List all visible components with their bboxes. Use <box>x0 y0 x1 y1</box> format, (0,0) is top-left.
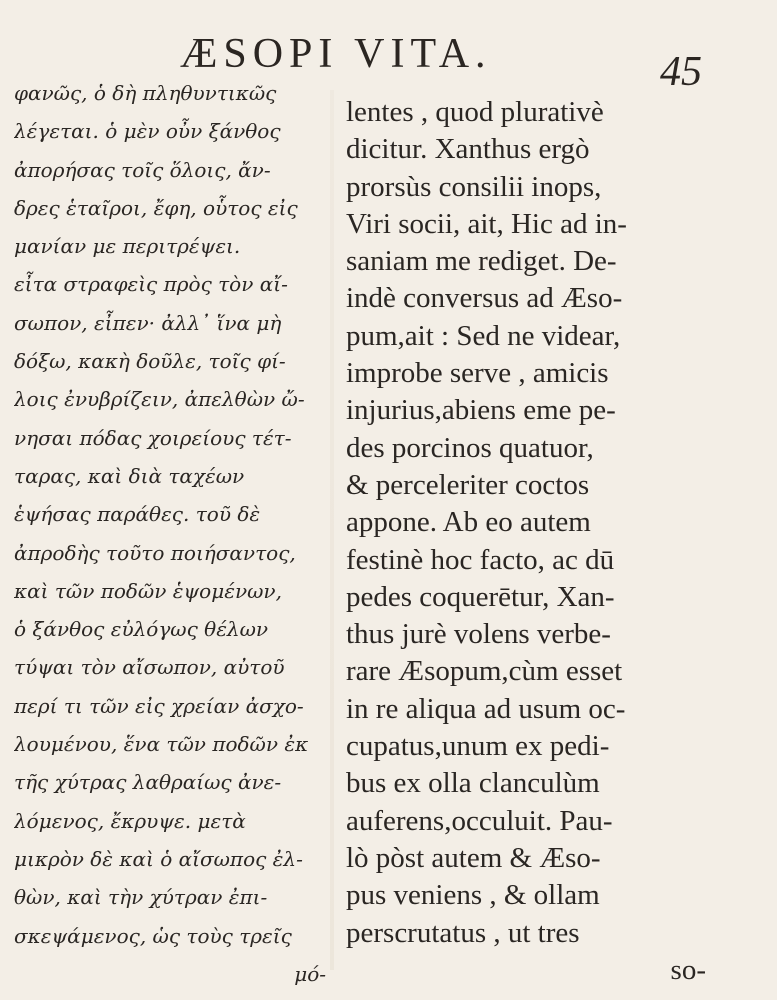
latin-text-line: improbe serve , amicis <box>346 357 609 390</box>
latin-text-line: perscrutatus , ut tres <box>346 916 580 949</box>
greek-text-line: νησαι πόδας χοιρείους τέτ- <box>14 425 292 450</box>
latin-text-line: cupatus,unum ex pedi- <box>346 730 610 763</box>
catchword: μό- <box>294 961 326 986</box>
greek-text-line: ἑψήσας παράθες. τοῦ δὲ <box>14 502 261 527</box>
latin-text-line: thus jurè volens verbe- <box>346 618 611 651</box>
greek-text-line: περί τι τῶν εἰς χρείαν ἀσχο- <box>14 693 304 718</box>
latin-text-line: lentes , quod plurativè <box>346 96 604 128</box>
catchword: so- <box>670 953 706 986</box>
latin-text-line: pus veniens , & ollam <box>346 879 600 912</box>
latin-text-line: Viri socii, ait, Hic ad in- <box>346 207 627 240</box>
greek-text-line: ἀπροδὴς τοῦτο ποιήσαντος, <box>14 540 296 565</box>
greek-text-line: εἶτα στραφεὶς πρὸς τὸν αἴ- <box>14 272 288 297</box>
greek-text-line: θὼν, καὶ τὴν χύτραν ἐπι- <box>14 885 268 910</box>
greek-text-line: μικρὸν δὲ καὶ ὁ αἴσωπος ἐλ- <box>14 846 303 871</box>
latin-text-line: injurius,abiens eme pe- <box>346 394 616 427</box>
greek-text-line: σωπον, εἶπεν· ἀλλ᾽ ἵνα μὴ <box>14 310 282 335</box>
latin-text-line: indè conversus ad Æso- <box>346 282 623 315</box>
greek-text-line: τῆς χύτρας λαθραίως ἀνε- <box>14 770 282 795</box>
latin-text-line: prorsùs consilii inops, <box>346 170 602 203</box>
latin-text-line: dicitur. Xanthus ergò <box>346 133 590 166</box>
latin-text-line: des porcinos quatuor, <box>346 431 594 464</box>
greek-text-line: τύψαι τὸν αἴσωπον, αὐτοῦ <box>14 655 285 680</box>
greek-text-column <box>14 74 336 993</box>
greek-text-line: ταρας, καὶ διὰ ταχέων <box>14 463 245 488</box>
latin-text-line: festinè hoc facto, ac dū <box>346 543 615 576</box>
latin-text-column <box>346 94 766 989</box>
latin-text-line: saniam me rediget. De- <box>346 245 617 278</box>
greek-text-line: δόξω, κακὴ δοῦλε, τοῖς φί- <box>14 349 286 374</box>
greek-text-line: σκεψάμενος, ὡς τοὺς τρεῖς <box>14 923 292 948</box>
greek-text-line: μανίαν με περιτρέψει. <box>14 234 241 259</box>
latin-text-line: & perceleriter coctos <box>346 468 590 501</box>
greek-text-line: ὁ ξάνθος εὐλόγως θέλων <box>14 617 269 642</box>
greek-text-line: δρες ἑταῖροι, ἔφη, οὗτος εἰς <box>14 195 298 220</box>
greek-text-line: καὶ τῶν ποδῶν ἑψομένων, <box>14 578 282 603</box>
greek-text-line: λόμενος, ἔκρυψε. μετὰ <box>14 808 246 833</box>
latin-text-line: rare Æsopum,cùm esset <box>346 655 623 688</box>
page-number: 45 <box>660 49 702 95</box>
running-title: ÆSOPI VITA. <box>180 31 492 77</box>
greek-text-line: φανῶς, ὁ δὴ πληθυντικῶς <box>14 81 277 105</box>
latin-text-line: bus ex olla clanculùm <box>346 767 600 800</box>
greek-text-line: λέγεται. ὁ μὲν οὖν ξάνθος <box>14 119 281 144</box>
latin-text-line: appone. Ab eo autem <box>346 506 591 539</box>
latin-text-line: auferens,occuluit. Pau- <box>346 804 613 837</box>
greek-text-line: λοις ἐνυβρίζειν, ἀπελθὼν ὤ- <box>14 387 305 412</box>
latin-text-line: lò pòst autem & Æso- <box>346 841 601 874</box>
latin-text-line: pedes coquerētur, Xan- <box>346 580 615 613</box>
latin-text-line: pum,ait : Sed ne videar, <box>346 319 621 352</box>
latin-text-line: in re aliqua ad usum oc- <box>346 692 626 725</box>
greek-text-line: λουμένου, ἕνα τῶν ποδῶν ἐκ <box>14 732 309 757</box>
greek-text-line: ἀπορήσας τοῖς ὅλοις, ἄν- <box>14 157 271 182</box>
